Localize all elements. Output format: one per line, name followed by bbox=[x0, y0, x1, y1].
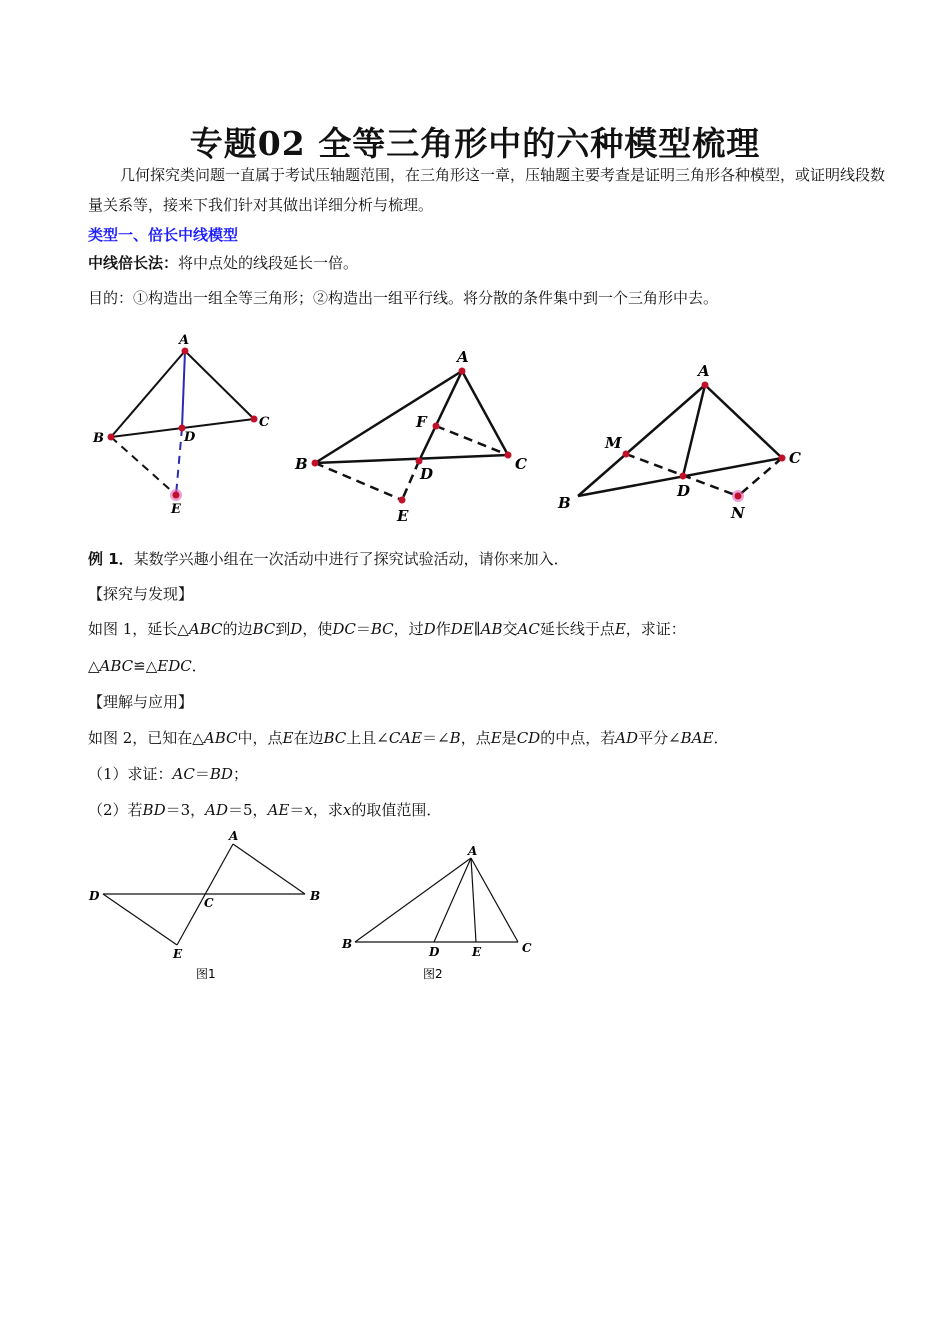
apply-heading: 【理解与应用】 bbox=[88, 693, 194, 711]
fig-b-label: D bbox=[420, 465, 434, 483]
fig2-label: A bbox=[468, 844, 478, 858]
purpose-line: 目的：①构造出一组全等三角形；②构造出一组平行线。将分散的条件集中到一个三角形中去。 bbox=[88, 289, 719, 307]
apply-line: 如图 2，已知在△ABC中，点E在边BC上且∠CAE＝∠B，点E是CD的中点，若AD平分∠BAE． bbox=[88, 729, 729, 747]
figure-2 bbox=[341, 844, 532, 981]
fig-a-label: E bbox=[171, 502, 181, 517]
fig-a-label: A bbox=[179, 333, 190, 348]
explore-line-1: 如图 1，延长△ABC的边BC到D，使DC＝BC，过D作DE∥AB交AC延长线于点E，求证： bbox=[88, 620, 686, 638]
fig-b-label: B bbox=[295, 455, 308, 473]
fig-c-label: A bbox=[698, 362, 710, 380]
explore-heading: 【探究与发现】 bbox=[88, 585, 194, 603]
figure-a bbox=[92, 333, 270, 517]
fig-a-label: B bbox=[93, 431, 104, 446]
figures-bottom bbox=[0, 828, 950, 988]
question-1: （1）求证：AC＝BD； bbox=[88, 765, 248, 783]
fig2-label: C bbox=[522, 941, 532, 955]
fig-c-label: M bbox=[605, 434, 622, 452]
fig1-label: A bbox=[229, 829, 239, 843]
example1-line bbox=[88, 548, 569, 569]
method-text: 将中点处的线段延长一倍。 bbox=[178, 254, 359, 272]
fig2-label: E bbox=[472, 945, 482, 959]
figure-1 bbox=[88, 829, 320, 981]
fig1-label: B bbox=[310, 889, 321, 903]
fig-c-label: N bbox=[731, 504, 745, 522]
fig-b-label: F bbox=[416, 413, 427, 431]
fig1-label: D bbox=[89, 889, 100, 903]
explore-line-2: △ABC≌△EDC． bbox=[88, 657, 207, 675]
fig-b-label: A bbox=[457, 348, 469, 366]
fig2-label: B bbox=[342, 937, 353, 951]
fig1-label: C bbox=[204, 896, 214, 910]
figure-b bbox=[294, 348, 527, 525]
fig1-label: E bbox=[173, 947, 183, 961]
fig1-caption: 图1 bbox=[196, 967, 216, 981]
method-label: 中线倍长法： bbox=[88, 254, 179, 272]
fig-b-label: C bbox=[515, 455, 527, 473]
intro-paragraph: 几何探究类问题一直属于考试压轴题范围，在三角形这一章，压轴题主要考查是证明三角形各种模型，或证明线段数量关系等，接来下我们针对其做出详细分析与梳理。 bbox=[88, 166, 886, 214]
example1-text: 某数学兴趣小组在一次活动中进行了探究试验活动，请你来加入． bbox=[133, 550, 569, 568]
fig-c-label: C bbox=[789, 449, 801, 467]
fig-a-label: D bbox=[184, 430, 196, 445]
method-line bbox=[88, 252, 358, 273]
fig-a-label: C bbox=[259, 415, 270, 430]
fig2-caption: 图2 bbox=[423, 967, 443, 981]
fig-c-label: B bbox=[558, 494, 571, 512]
fig-c-label: D bbox=[677, 482, 691, 500]
section-heading: 类型一、倍长中线模型 bbox=[88, 226, 239, 244]
figures-top bbox=[0, 325, 950, 530]
page-title: 专题02 全等三角形中的六种模型梳理 bbox=[189, 124, 761, 163]
question-2: （2）若BD＝3，AD＝5，AE＝x，求x的取值范围． bbox=[88, 801, 442, 819]
example1-label: 例 1． bbox=[88, 550, 134, 568]
figure-c bbox=[557, 362, 801, 522]
fig-b-label: E bbox=[397, 507, 409, 525]
fig2-label: D bbox=[429, 945, 440, 959]
